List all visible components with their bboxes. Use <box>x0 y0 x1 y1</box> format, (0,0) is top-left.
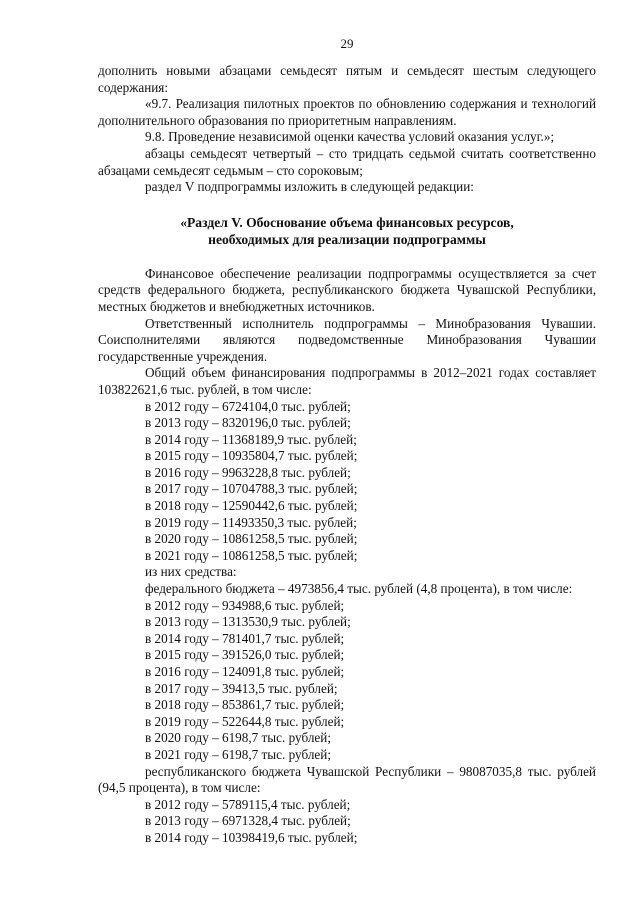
total-year-item: в 2016 году – 9963228,8 тыс. рублей; <box>145 464 351 480</box>
federal-year-item: в 2016 году – 124091,8 тыс. рублей; <box>145 664 345 679</box>
federal-year-item: в 2018 году – 853861,7 тыс. рублей; <box>145 697 345 713</box>
total-year-item: в 2019 году – 11493350,3 тыс. рублей; <box>145 514 357 530</box>
section-heading-line-1: «Раздел V. Обоснование объема финансовых ресурсов, <box>180 214 514 230</box>
federal-year-item: в 2012 году – 934988,6 тыс. рублей; <box>145 597 345 613</box>
total-year-item: в 2013 году – 8320196,0 тыс. рублей; <box>145 415 351 431</box>
executor-paragraph: Ответственный исполнитель подпрограммы – Минобразования Чувашии. Соисполнителями являются подведомственные Минобразования Чувашии государственные учреждения. <box>98 315 596 364</box>
section-heading-line-2: необходимых для реализации подпрограммы <box>208 231 486 247</box>
federal-year-item: в 2019 году – 522644,8 тыс. рублей; <box>145 713 345 729</box>
federal-year-item: в 2017 году – 39413,5 тыс. рублей; <box>145 680 338 696</box>
federal-year-item: в 2015 году – 391526,0 тыс. рублей; <box>145 647 345 663</box>
funding-paragraph: Финансовое обеспечение реализации подпрограммы осуществляется за счет средств федерального бюджета, республиканского бюджета Чувашской Республики, местных бюджетов и внебюджетных источников. <box>98 265 596 314</box>
total-funding-paragraph: Общий объем финансирования подпрограммы в 2012–2021 годах составляет 103822621,6 тыс. рублей, в том числе: <box>98 365 596 397</box>
federal-budget-paragraph: федерального бюджета – 4973856,4 тыс. рублей (4,8 процента), в том числе: <box>145 581 573 597</box>
amend-paragraph-2: «9.7. Реализация пилотных проектов по обновлению содержания и технологий дополнительного образования по приоритетным направлениям. <box>98 96 596 128</box>
republic-year-item: в 2014 году – 10398419,6 тыс. рублей; <box>145 829 358 845</box>
total-year-item: в 2012 году – 6724104,0 тыс. рублей; <box>145 398 351 414</box>
page-number: 29 <box>340 36 354 51</box>
federal-year-item: в 2020 году – 6198,7 тыс. рублей; <box>145 730 331 746</box>
amend-paragraph-1: дополнить новыми абзацами семьдесят пятым и семьдесят шестым следующего содержания: <box>98 63 596 95</box>
federal-year-item: в 2013 году – 1313530,9 тыс. рублей; <box>145 614 351 630</box>
total-year-item: в 2021 году – 10861258,5 тыс. рублей; <box>145 547 358 563</box>
total-year-item: в 2018 году – 12590442,6 тыс. рублей; <box>145 498 358 514</box>
federal-year-item: в 2021 году – 6198,7 тыс. рублей; <box>145 746 331 762</box>
document-page <box>98 36 596 847</box>
federal-year-item: в 2014 году – 781401,7 тыс. рублей; <box>145 630 345 646</box>
amend-paragraph-3: 9.8. Проведение независимой оценки качества условий оказания услуг.»; <box>145 129 555 145</box>
republic-budget-paragraph: республиканского бюджета Чувашской Республики – 98087035,8 тыс. рублей (94,5 процента), в том числе: <box>98 763 596 796</box>
republic-year-item: в 2013 году – 6971328,4 тыс. рублей; <box>145 813 351 829</box>
total-year-item: в 2014 году – 11368189,9 тыс. рублей; <box>145 431 357 447</box>
republic-year-item: в 2012 году – 5789115,4 тыс. рублей; <box>145 796 351 812</box>
of-which-label: из них средства: <box>145 564 237 580</box>
section-heading <box>98 214 596 248</box>
amend-paragraph-4: абзацы семьдесят четвертый – сто тридцать седьмой считать соответственно абзацами семьдесят седьмым – сто сороковым; <box>98 145 596 178</box>
total-year-item: в 2017 году – 10704788,3 тыс. рублей; <box>145 481 358 497</box>
total-year-item: в 2020 году – 10861258,5 тыс. рублей; <box>145 531 358 547</box>
amend-paragraph-5: раздел V подпрограммы изложить в следующей редакции: <box>145 179 474 195</box>
total-year-item: в 2015 году – 10935804,7 тыс. рублей; <box>145 448 358 464</box>
